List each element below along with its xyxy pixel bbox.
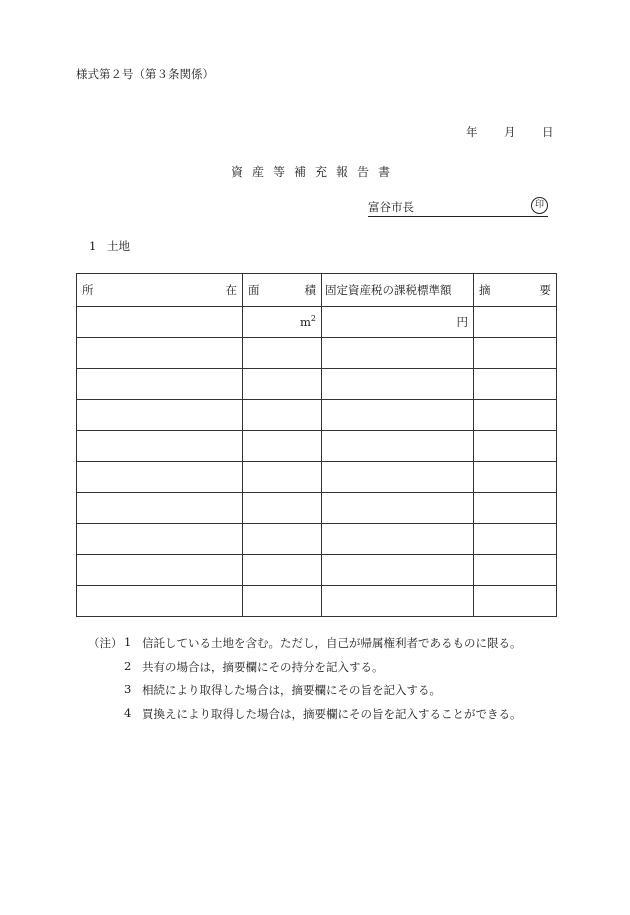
header-area-right: 積: [304, 283, 316, 297]
remarks-cell[interactable]: [474, 431, 557, 462]
location-cell[interactable]: [77, 431, 243, 462]
area-cell[interactable]: [243, 493, 322, 524]
note-text: 相続により取得した場合は，摘要欄にその旨を記入する。: [142, 683, 441, 697]
remarks-cell[interactable]: [474, 369, 557, 400]
table-row: [77, 369, 557, 400]
area-unit: $m^2$: [300, 314, 316, 330]
date-year-label: 年: [466, 125, 478, 139]
area-cell[interactable]: [243, 307, 322, 338]
header-location-right: 在: [225, 283, 237, 297]
remarks-cell[interactable]: [474, 338, 557, 369]
location-cell[interactable]: [77, 524, 243, 555]
table-row: [77, 493, 557, 524]
tax-value-cell[interactable]: [322, 524, 474, 555]
note-text: 信託している土地を含む。ただし，自己が帰属権利者であるものに限る。: [142, 636, 522, 650]
remarks-cell[interactable]: [474, 524, 557, 555]
tax-unit: 円: [456, 315, 468, 329]
table-row: [77, 524, 557, 555]
area-cell[interactable]: [243, 524, 322, 555]
area-cell[interactable]: [243, 555, 322, 586]
date-line: [466, 124, 554, 140]
note-prefix: （注）: [88, 636, 123, 650]
addressee-name: 富谷市長: [368, 200, 414, 214]
header-remarks-right: 要: [539, 283, 551, 297]
area-cell[interactable]: [243, 369, 322, 400]
area-cell[interactable]: [243, 431, 322, 462]
table-row: [77, 555, 557, 586]
tax-value-cell[interactable]: [322, 338, 474, 369]
header-remarks-left: 摘: [479, 283, 491, 297]
tax-value-cell[interactable]: [322, 307, 474, 338]
header-remarks: [474, 274, 557, 307]
date-day-label: 日: [542, 125, 554, 139]
location-cell[interactable]: [77, 338, 243, 369]
note-number: 3: [124, 682, 132, 696]
area-cell[interactable]: [243, 586, 322, 617]
tax-value-cell[interactable]: [322, 586, 474, 617]
area-cell[interactable]: [243, 400, 322, 431]
tax-value-cell[interactable]: [322, 555, 474, 586]
header-area: [243, 274, 322, 307]
addressee-line: [368, 199, 548, 217]
remarks-cell[interactable]: [474, 307, 557, 338]
location-cell[interactable]: [77, 369, 243, 400]
location-cell[interactable]: [77, 586, 243, 617]
remarks-cell[interactable]: [474, 555, 557, 586]
table-row: [77, 586, 557, 617]
form-reference: 様式第２号（第３条関係）: [76, 67, 214, 81]
header-location: [77, 274, 243, 307]
table-header-row: [77, 274, 557, 307]
table-row: [77, 338, 557, 369]
location-cell[interactable]: [77, 493, 243, 524]
tax-value-cell[interactable]: [322, 369, 474, 400]
table-row: [77, 400, 557, 431]
area-cell[interactable]: [243, 338, 322, 369]
note-number: 1: [124, 635, 132, 649]
section-number: 1: [89, 239, 97, 253]
tax-value-cell[interactable]: [322, 493, 474, 524]
note-number: 2: [124, 658, 132, 673]
location-cell[interactable]: [77, 307, 243, 338]
date-month-label: 月: [504, 125, 516, 139]
land-table: [76, 273, 557, 617]
section-heading: [89, 238, 130, 254]
area-cell[interactable]: [243, 462, 322, 493]
document-title: 資産等補充報告書: [230, 165, 399, 179]
remarks-cell[interactable]: [474, 462, 557, 493]
tax-value-cell[interactable]: [322, 431, 474, 462]
location-cell[interactable]: [77, 555, 243, 586]
location-cell[interactable]: [77, 462, 243, 493]
table-row: [77, 431, 557, 462]
note-text: 買換えにより取得した場合は，摘要欄にその旨を記入することができる。: [142, 706, 522, 721]
location-cell[interactable]: [77, 400, 243, 431]
seal-mark-icon: 印: [531, 197, 548, 214]
header-tax-value-text: 固定資産税の課税標準額: [325, 283, 452, 297]
note-number: 4: [124, 705, 132, 720]
header-location-left: 所: [82, 283, 94, 297]
remarks-cell[interactable]: [474, 493, 557, 524]
table-row: [77, 307, 557, 338]
section-label: 土地: [107, 239, 130, 253]
header-tax-value: [322, 274, 474, 307]
note-text: 共有の場合は，摘要欄にその持分を記入する。: [142, 659, 384, 674]
tax-value-cell[interactable]: [322, 400, 474, 431]
remarks-cell[interactable]: [474, 400, 557, 431]
remarks-cell[interactable]: [474, 586, 557, 617]
tax-value-cell[interactable]: [322, 462, 474, 493]
table-row: [77, 462, 557, 493]
header-area-left: 面: [248, 283, 260, 297]
